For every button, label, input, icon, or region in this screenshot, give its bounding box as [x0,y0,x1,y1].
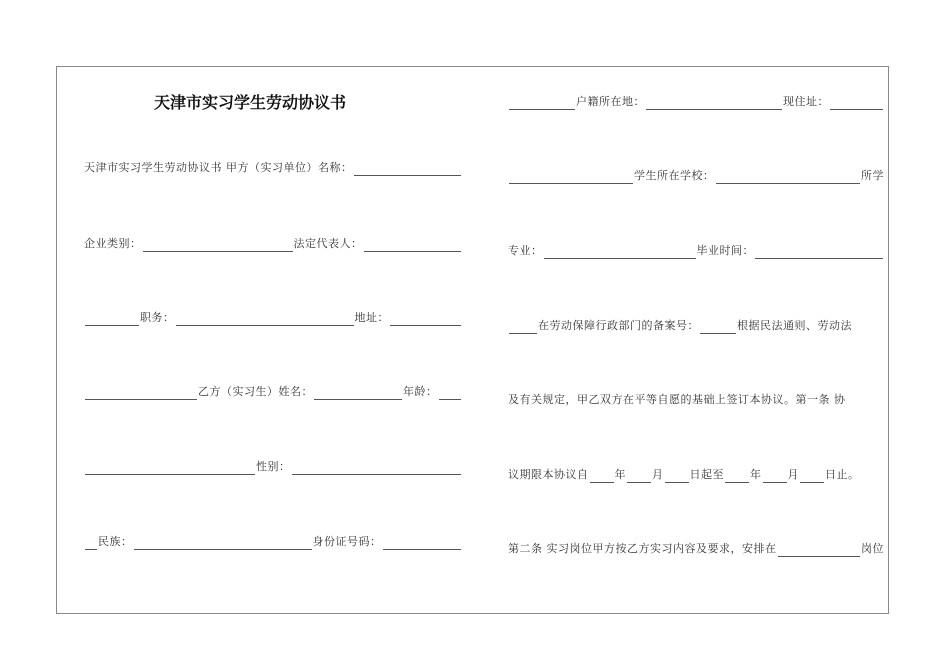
current-address-label: 现住址： [783,95,829,108]
household-label: 户籍所在地： [576,95,645,108]
legal-representative-label: 法定代表人： [293,237,363,250]
start-year-unit: 年 [614,468,626,481]
graduation-label: 毕业时间： [696,244,754,257]
gender-blank[interactable] [292,464,462,475]
article-two-text: 第二条 实习岗位甲方按乙方实习内容及要求，安排在 [508,542,777,555]
graduation-blank[interactable] [755,248,883,259]
document-title: 天津市实习学生劳动协议书 [153,93,346,112]
start-day-unit: 日起至 [689,468,724,481]
line-party-b-name [84,384,462,400]
document-page-frame [56,66,889,614]
current-address-blank[interactable] [830,99,883,110]
end-year-blank[interactable] [725,472,749,483]
start-month-unit: 月 [652,468,664,481]
ethnicity-blank[interactable] [134,539,312,550]
start-year-blank[interactable] [590,472,614,483]
id-number-cont-blank[interactable] [509,99,575,110]
household-blank[interactable] [646,99,782,110]
line-filing-number [508,318,884,334]
party-b-name-label: 乙方（实习生）姓名： [198,385,313,398]
id-number-blank[interactable] [383,539,462,550]
age-label: 年龄： [403,385,438,398]
gender-label: 性别： [256,460,291,473]
line-position-address [84,310,462,326]
line-agreement-basis: 及有关规定，甲乙双方在平等自愿的基础上签订本协议。第一条 协 [508,393,846,406]
end-day-unit: 日止。 [825,468,860,481]
school-blank[interactable] [716,173,861,184]
filing-number-blank[interactable] [700,323,736,334]
ethnicity-label: 民族： [98,535,133,548]
graduation-cont-blank[interactable] [509,323,537,334]
line-party-a-name [84,160,462,176]
line-major-graduation [508,243,884,259]
major-label: 专业： [508,244,543,257]
party-b-name-blank[interactable] [314,389,402,400]
line-household-address [508,94,884,110]
line-gender [84,459,462,475]
line-internship-position [508,541,884,557]
position-label: 职务： [140,311,175,324]
legal-rep-cont-blank[interactable] [85,315,139,326]
age-cont-blank[interactable] [85,464,255,475]
position-blank[interactable] [176,315,354,326]
enterprise-type-blank[interactable] [143,241,293,252]
filing-number-label: 在劳动保障行政部门的备案号： [538,319,699,332]
end-day-blank[interactable] [800,472,824,483]
age-blank[interactable] [439,389,462,400]
gender-cont-blank[interactable] [85,539,97,550]
major-prefix: 所学 [861,169,884,182]
post-blank[interactable] [778,546,861,557]
school-label: 学生所在学校： [634,169,715,182]
line-term-dates [508,467,884,483]
end-month-blank[interactable] [763,472,787,483]
line-school [508,168,884,184]
major-blank[interactable] [544,248,696,259]
party-a-name-label: 天津市实习学生劳动协议书 甲方（实习单位）名称： [84,161,353,174]
line-enterprise-type [84,236,462,252]
enterprise-type-label: 企业类别： [84,237,142,250]
current-address-cont-blank[interactable] [509,173,633,184]
end-year-unit: 年 [750,468,762,481]
legal-representative-blank[interactable] [364,241,462,252]
legal-basis-text: 根据民法通则、劳动法 [737,319,852,332]
address-cont-blank[interactable] [85,389,197,400]
start-month-blank[interactable] [627,472,651,483]
address-label: 地址： [354,311,389,324]
post-label: 岗位 [861,542,884,555]
line-ethnicity-id [84,534,462,550]
term-label: 议期限本协议自 [508,468,589,481]
party-a-name-blank[interactable] [354,165,462,176]
end-month-unit: 月 [787,468,799,481]
start-day-blank[interactable] [665,472,689,483]
address-blank[interactable] [390,315,461,326]
id-number-label: 身份证号码： [312,535,382,548]
